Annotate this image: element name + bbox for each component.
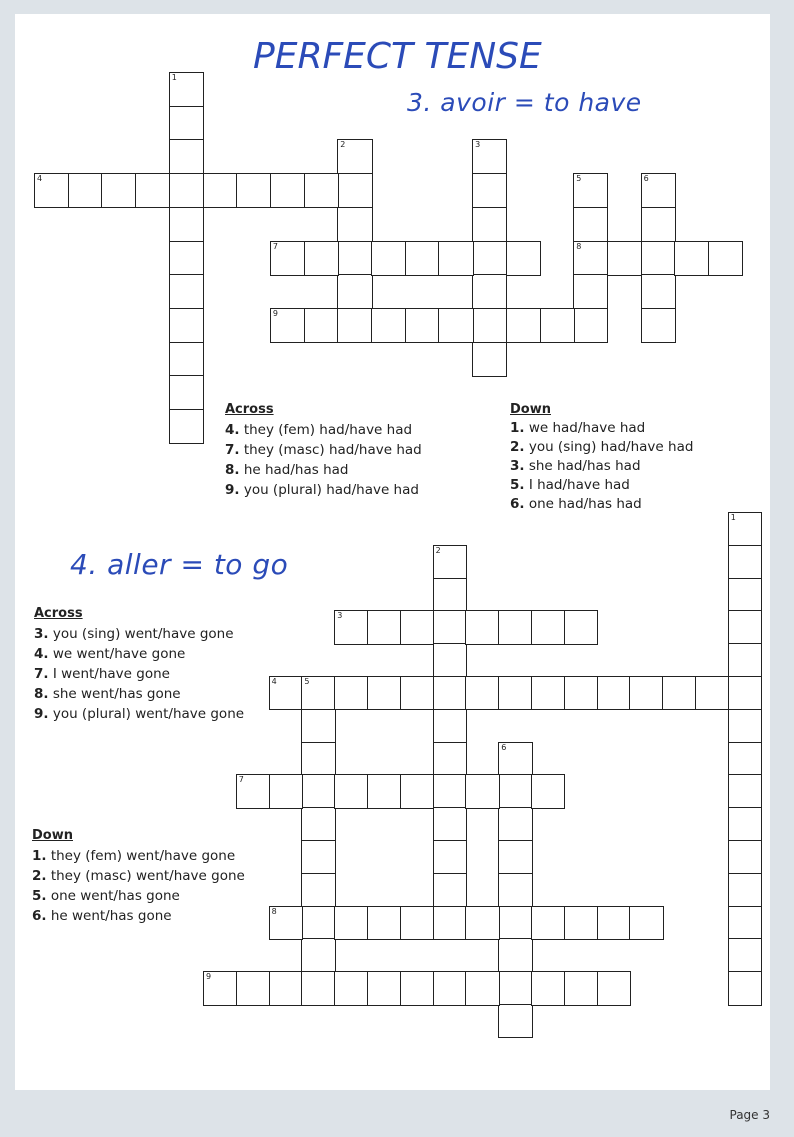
crossword-cell[interactable] <box>498 971 532 1005</box>
crossword-cell[interactable] <box>433 578 467 612</box>
crossword-cell[interactable] <box>301 709 335 743</box>
crossword-cell[interactable] <box>337 241 372 276</box>
crossword-cell[interactable] <box>270 173 305 208</box>
crossword-cell[interactable] <box>728 512 762 546</box>
clues-down-aller <box>32 826 245 926</box>
crossword-cell[interactable] <box>607 241 642 276</box>
crossword-cell[interactable] <box>371 308 406 343</box>
crossword-cell[interactable] <box>641 308 676 343</box>
crossword-cell[interactable] <box>169 72 204 107</box>
crossword-cell[interactable] <box>531 610 565 644</box>
crossword-cell[interactable] <box>506 241 541 276</box>
clue-item: 7. they (masc) had/have had <box>225 442 422 458</box>
crossword-cell[interactable] <box>674 241 709 276</box>
crossword-cell[interactable] <box>728 643 762 677</box>
crossword-cell[interactable] <box>472 308 507 343</box>
clues-across-heading: Across <box>34 606 83 621</box>
crossword-cell[interactable] <box>472 173 507 208</box>
crossword-cell[interactable] <box>433 676 467 710</box>
crossword-cell[interactable] <box>169 139 204 174</box>
crossword-cell[interactable] <box>269 971 303 1005</box>
crossword-cell[interactable] <box>433 643 467 677</box>
crossword-cell[interactable] <box>337 173 372 208</box>
clue-item: 3. you (sing) went/have gone <box>34 626 234 642</box>
crossword-cell[interactable] <box>367 906 401 940</box>
crossword-cell[interactable] <box>433 545 467 579</box>
crossword-cell[interactable] <box>400 610 434 644</box>
crossword-cell[interactable] <box>573 173 608 208</box>
section-heading-avoir: 3. avoir = to have <box>407 88 642 117</box>
crossword-cell[interactable] <box>433 742 467 776</box>
crossword-cell[interactable] <box>472 139 507 174</box>
crossword-cell[interactable] <box>301 676 335 710</box>
crossword-cell[interactable] <box>169 106 204 141</box>
crossword-cell[interactable] <box>498 807 532 841</box>
crossword-cell[interactable] <box>433 840 467 874</box>
clue-item: 6. he went/has gone <box>32 908 172 924</box>
crossword-cell[interactable] <box>169 409 204 444</box>
clue-item: 8. he had/has had <box>225 462 349 478</box>
crossword-cell[interactable] <box>728 709 762 743</box>
crossword-cell[interactable] <box>728 873 762 907</box>
crossword-cell[interactable] <box>498 742 532 776</box>
crossword-cell[interactable] <box>367 610 401 644</box>
clue-number: 8 <box>271 906 277 916</box>
crossword-cell[interactable] <box>695 676 729 710</box>
crossword-cell[interactable] <box>337 308 372 343</box>
crossword-cell[interactable] <box>728 742 762 776</box>
crossword-cell[interactable] <box>498 774 532 808</box>
clue-number: 2 <box>435 545 441 555</box>
crossword-cell[interactable] <box>169 173 204 208</box>
crossword-cell[interactable] <box>506 308 541 343</box>
clue-item: 9. you (plural) had/have had <box>225 482 419 498</box>
crossword-cell[interactable] <box>236 971 270 1005</box>
crossword-cell[interactable] <box>728 906 762 940</box>
crossword-cell[interactable] <box>728 774 762 808</box>
clue-number: 3 <box>475 140 481 150</box>
clues-across-aller <box>34 604 244 724</box>
crossword-cell[interactable] <box>304 241 339 276</box>
clue-number: 5 <box>576 174 582 184</box>
worksheet-page <box>15 14 770 1090</box>
crossword-cell[interactable] <box>433 610 467 644</box>
crossword-cell[interactable] <box>269 774 303 808</box>
crossword-cell[interactable] <box>498 676 532 710</box>
crossword-cell[interactable] <box>540 308 575 343</box>
crossword-cell[interactable] <box>367 971 401 1005</box>
crossword-cell[interactable] <box>498 610 532 644</box>
crossword-cell[interactable] <box>472 274 507 309</box>
crossword-cell[interactable] <box>597 971 631 1005</box>
crossword-cell[interactable] <box>728 610 762 644</box>
crossword-cell[interactable] <box>169 375 204 410</box>
crossword-cell[interactable] <box>337 207 372 242</box>
clue-number: 6 <box>501 742 507 752</box>
clue-item: 1. they (fem) went/have gone <box>32 848 236 864</box>
crossword-cell[interactable] <box>270 241 305 276</box>
crossword-cell[interactable] <box>371 241 406 276</box>
clue-number: 7 <box>272 241 278 251</box>
crossword-cell[interactable] <box>269 676 303 710</box>
crossword-cell[interactable] <box>465 971 499 1005</box>
crossword-cell[interactable] <box>531 906 565 940</box>
crossword-cell[interactable] <box>629 676 663 710</box>
crossword-cell[interactable] <box>301 938 335 972</box>
crossword-cell[interactable] <box>708 241 743 276</box>
crossword-cell[interactable] <box>728 807 762 841</box>
crossword-cell[interactable] <box>301 840 335 874</box>
crossword-cell[interactable] <box>334 971 368 1005</box>
crossword-cell[interactable] <box>169 274 204 309</box>
page-number: Page 3 <box>729 1108 770 1122</box>
crossword-cell[interactable] <box>337 274 372 309</box>
crossword-cell[interactable] <box>101 173 136 208</box>
crossword-cell[interactable] <box>531 676 565 710</box>
clue-number: 5 <box>304 677 310 686</box>
crossword-cell[interactable] <box>433 873 467 907</box>
crossword-cell[interactable] <box>169 241 204 276</box>
crossword-cell[interactable] <box>573 207 608 242</box>
clue-item: 7. I went/have gone <box>34 666 170 682</box>
crossword-cell[interactable] <box>236 173 271 208</box>
crossword-cell[interactable] <box>169 342 204 377</box>
crossword-cell[interactable] <box>597 676 631 710</box>
crossword-cell[interactable] <box>301 774 335 808</box>
crossword-cell[interactable] <box>433 906 467 940</box>
crossword-cell[interactable] <box>367 676 401 710</box>
crossword-cell[interactable] <box>301 807 335 841</box>
clue-item: 2. they (masc) went/have gone <box>32 868 245 884</box>
crossword-cell[interactable] <box>465 610 499 644</box>
crossword-cell[interactable] <box>498 840 532 874</box>
crossword-cell[interactable] <box>269 906 303 940</box>
crossword-cell[interactable] <box>405 308 440 343</box>
crossword-cell[interactable] <box>629 906 663 940</box>
crossword-cell[interactable] <box>662 676 696 710</box>
crossword-cell[interactable] <box>728 938 762 972</box>
crossword-cell[interactable] <box>301 742 335 776</box>
clue-item: 3. she had/has had <box>510 458 641 474</box>
crossword-cell[interactable] <box>304 308 339 343</box>
crossword-cell[interactable] <box>728 578 762 612</box>
crossword-cell[interactable] <box>531 971 565 1005</box>
crossword-cell[interactable] <box>597 906 631 940</box>
clue-item: 8. she went/has gone <box>34 686 181 702</box>
crossword-cell[interactable] <box>135 173 170 208</box>
clue-number: 9 <box>206 972 212 982</box>
crossword-cell[interactable] <box>433 774 467 808</box>
clue-item: 9. you (plural) went/have gone <box>34 706 245 722</box>
clue-number: 8 <box>576 241 582 251</box>
crossword-cell[interactable] <box>564 676 598 710</box>
clue-number: 9 <box>272 308 278 318</box>
crossword-cell[interactable] <box>203 971 237 1005</box>
crossword-cell[interactable] <box>728 971 762 1005</box>
crossword-cell[interactable] <box>728 840 762 874</box>
crossword-cell[interactable] <box>498 938 532 972</box>
clue-number: 6 <box>643 174 649 184</box>
crossword-cell[interactable] <box>564 971 598 1005</box>
crossword-cell[interactable] <box>641 241 676 276</box>
crossword-cell[interactable] <box>304 173 339 208</box>
crossword-cell[interactable] <box>334 610 368 644</box>
crossword-cell[interactable] <box>498 906 532 940</box>
clues-down-avoir <box>510 400 693 514</box>
crossword-cell[interactable] <box>498 873 532 907</box>
clue-number: 1 <box>171 73 177 82</box>
crossword-cell[interactable] <box>498 1004 532 1038</box>
clue-item: 5. I had/have had <box>510 477 630 493</box>
section-heading-aller: 4. aller = to go <box>70 548 289 581</box>
crossword-cell[interactable] <box>472 342 507 377</box>
clue-number: 4 <box>37 174 43 184</box>
crossword-cell[interactable] <box>465 906 499 940</box>
page-title: PERFECT TENSE <box>253 36 542 77</box>
clues-down-heading: Down <box>510 402 551 417</box>
crossword-cell[interactable] <box>400 676 434 710</box>
crossword-cell[interactable] <box>472 241 507 276</box>
crossword-cell[interactable] <box>301 873 335 907</box>
clue-number: 1 <box>730 513 736 522</box>
crossword-cell[interactable] <box>472 207 507 242</box>
crossword-cell[interactable] <box>573 274 608 309</box>
crossword-cell[interactable] <box>400 774 434 808</box>
clues-down-heading: Down <box>32 828 73 843</box>
crossword-cell[interactable] <box>433 709 467 743</box>
crossword-cell[interactable] <box>203 173 238 208</box>
clue-item: 6. one had/has had <box>510 496 642 512</box>
clue-item: 4. they (fem) had/have had <box>225 422 413 438</box>
crossword-cell[interactable] <box>465 676 499 710</box>
crossword-cell[interactable] <box>728 676 762 710</box>
crossword-cell[interactable] <box>337 139 372 174</box>
clue-number: 7 <box>238 775 244 785</box>
crossword-cell[interactable] <box>367 774 401 808</box>
crossword-cell[interactable] <box>334 906 368 940</box>
crossword-cell[interactable] <box>400 906 434 940</box>
crossword-cell[interactable] <box>573 241 608 276</box>
crossword-cell[interactable] <box>641 173 676 208</box>
crossword-cell[interactable] <box>438 241 473 276</box>
crossword-cell[interactable] <box>438 308 473 343</box>
crossword-cell[interactable] <box>564 906 598 940</box>
crossword-cell[interactable] <box>270 308 305 343</box>
crossword-cell[interactable] <box>433 971 467 1005</box>
crossword-cell[interactable] <box>641 274 676 309</box>
clue-item: 2. you (sing) had/have had <box>510 439 694 455</box>
clues-across-avoir <box>225 400 422 500</box>
crossword-cell[interactable] <box>301 971 335 1005</box>
crossword-cell[interactable] <box>68 173 103 208</box>
crossword-cell[interactable] <box>728 545 762 579</box>
clue-number: 2 <box>340 140 346 150</box>
clue-number: 3 <box>337 611 343 621</box>
crossword-cell[interactable] <box>641 207 676 242</box>
clue-item: 5. one went/has gone <box>32 888 180 904</box>
crossword-cell[interactable] <box>400 971 434 1005</box>
crossword-cell[interactable] <box>573 308 608 343</box>
crossword-cell[interactable] <box>301 906 335 940</box>
clues-across-heading: Across <box>225 402 274 417</box>
crossword-cell[interactable] <box>334 774 368 808</box>
clue-item: 1. we had/have had <box>510 420 646 436</box>
crossword-cell[interactable] <box>433 807 467 841</box>
clue-number: 4 <box>271 677 277 686</box>
crossword-cell[interactable] <box>564 610 598 644</box>
crossword-cell[interactable] <box>531 774 565 808</box>
crossword-cell[interactable] <box>334 676 368 710</box>
crossword-cell[interactable] <box>34 173 69 208</box>
crossword-cell[interactable] <box>465 774 499 808</box>
crossword-cell[interactable] <box>405 241 440 276</box>
crossword-cell[interactable] <box>236 774 270 808</box>
crossword-cell[interactable] <box>169 207 204 242</box>
clue-item: 4. we went/have gone <box>34 646 186 662</box>
crossword-cell[interactable] <box>169 308 204 343</box>
